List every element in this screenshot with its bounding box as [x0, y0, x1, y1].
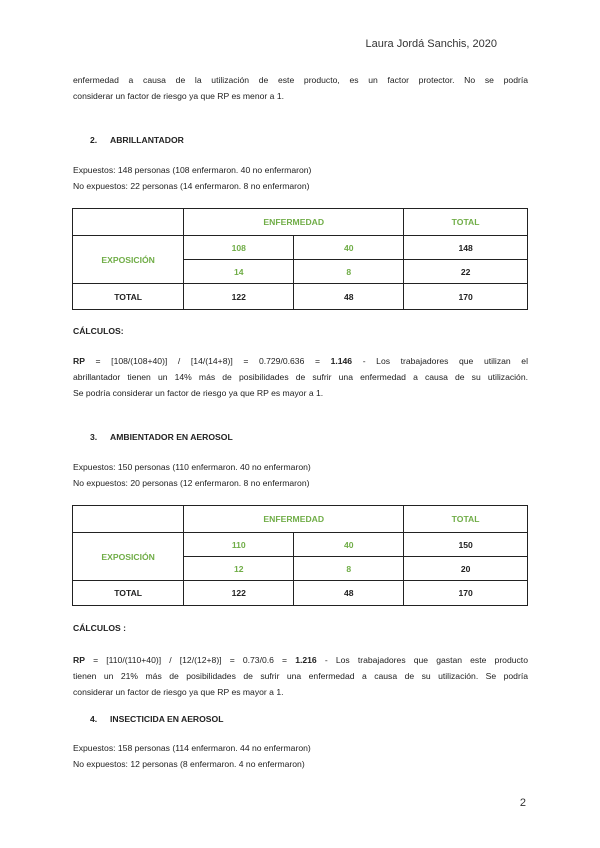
- rp-text: - Los trabajadores que gastan este producto: [316, 655, 528, 665]
- intro-line-2: considerar un factor de riesgo ya que RP es menor a 1.: [73, 91, 284, 101]
- table-cell: 8: [294, 557, 404, 581]
- table-cell: 108: [184, 236, 294, 260]
- intro-paragraph: [73, 72, 528, 104]
- table-cell-total: 22: [404, 260, 528, 284]
- table-header-total: TOTAL: [404, 209, 528, 236]
- table-cell-total: 20: [404, 557, 528, 581]
- rp-formula: = [108/(108+40)] / [14/(14+8)] = 0.729/0.636 =: [84, 356, 331, 366]
- table-header-enfermedad: ENFERMEDAD: [184, 506, 404, 533]
- rp-line-1: [73, 652, 528, 668]
- rp-value: 1.216: [295, 655, 317, 665]
- rp-label: RP: [73, 356, 85, 366]
- calculos-label: CÁLCULOS:: [73, 326, 124, 336]
- table-cell: 110: [184, 533, 294, 557]
- table-corner-cell: [73, 209, 184, 236]
- expuestos-text: Expuestos: 150 personas (110 enfermaron. 40 no enfermaron): [73, 462, 311, 472]
- section-heading-ambientador: [90, 432, 233, 442]
- table-header-total: TOTAL: [404, 506, 528, 533]
- rp-paragraph-ambientador: [73, 652, 528, 700]
- section-number: 2.: [90, 135, 98, 145]
- section-title: ABRILLANTADOR: [110, 135, 184, 145]
- table-cell-total: 122: [184, 284, 294, 310]
- rp-line-3: considerar un factor de riesgo ya que RP es mayor a 1.: [73, 687, 284, 697]
- page-header-author: Laura Jordá Sanchis, 2020: [365, 38, 497, 50]
- table-cell: 14: [184, 260, 294, 284]
- table-header-enfermedad: ENFERMEDAD: [184, 209, 404, 236]
- table-row-label-total: TOTAL: [73, 284, 184, 310]
- section-number: 4.: [90, 714, 98, 724]
- table-cell-total: 48: [294, 581, 404, 606]
- section-title: INSECTICIDA EN AEROSOL: [110, 714, 224, 724]
- table-cell-total: 170: [404, 284, 528, 310]
- no-expuestos-text: No expuestos: 20 personas (12 enfermaron. 8 no enfermaron): [73, 478, 310, 488]
- no-expuestos-text: No expuestos: 12 personas (8 enfermaron. 4 no enfermaron): [73, 759, 305, 769]
- calculos-label: CÁLCULOS :: [73, 623, 126, 633]
- table-cell: 40: [294, 236, 404, 260]
- table-cell: 12: [184, 557, 294, 581]
- rp-line-3: Se podría considerar un factor de riesgo ya que RP es mayor a 1.: [73, 388, 324, 398]
- rp-value: 1.146: [330, 356, 353, 366]
- intro-line-1: enfermedad a causa de la utilización de este producto, es un factor protector. No se podría: [73, 75, 528, 85]
- section-heading-insecticida: [90, 714, 223, 724]
- rp-text: - Los trabajadores que utilizan el: [352, 356, 528, 366]
- table-row-label-exposicion: EXPOSICIÓN: [73, 236, 184, 284]
- rp-line-2: tienen un 21% más de posibilidades de sufrir una enfermedad a causa de su utilización. Se podría: [73, 671, 528, 681]
- expuestos-text: Expuestos: 148 personas (108 enfermaron. 40 no enfermaron): [73, 165, 312, 175]
- rp-line-1: [73, 353, 528, 369]
- expuestos-text: Expuestos: 158 personas (114 enfermaron. 44 no enfermaron): [73, 743, 311, 753]
- table-cell-total: 170: [404, 581, 528, 606]
- section-title: AMBIENTADOR EN AEROSOL: [110, 432, 233, 442]
- table-cell: 40: [294, 533, 404, 557]
- no-expuestos-text: No expuestos: 22 personas (14 enfermaron. 8 no enfermaron): [73, 181, 310, 191]
- rp-paragraph-abrillantador: [73, 353, 528, 401]
- section-number: 3.: [90, 432, 98, 442]
- rp-line-2: abrillantador tienen un 14% más de posibilidades de sufrir una enfermedad a causa de su utilización.: [73, 372, 528, 382]
- rp-label: RP: [73, 655, 85, 665]
- contingency-table-abrillantador: [72, 208, 528, 310]
- table-cell-total: 150: [404, 533, 528, 557]
- rp-formula: = [110/(110+40)] / [12/(12+8)] = 0.73/0.6 =: [84, 655, 296, 665]
- table-cell-total: 148: [404, 236, 528, 260]
- table-row-label-total: TOTAL: [73, 581, 184, 606]
- table-row-label-exposicion: EXPOSICIÓN: [73, 533, 184, 581]
- table-cell-total: 122: [184, 581, 294, 606]
- section-heading-abrillantador: [90, 135, 184, 145]
- table-cell: 8: [294, 260, 404, 284]
- contingency-table-ambientador: [72, 505, 528, 606]
- table-cell-total: 48: [294, 284, 404, 310]
- page-number: 2: [519, 797, 526, 809]
- table-corner-cell: [73, 506, 184, 533]
